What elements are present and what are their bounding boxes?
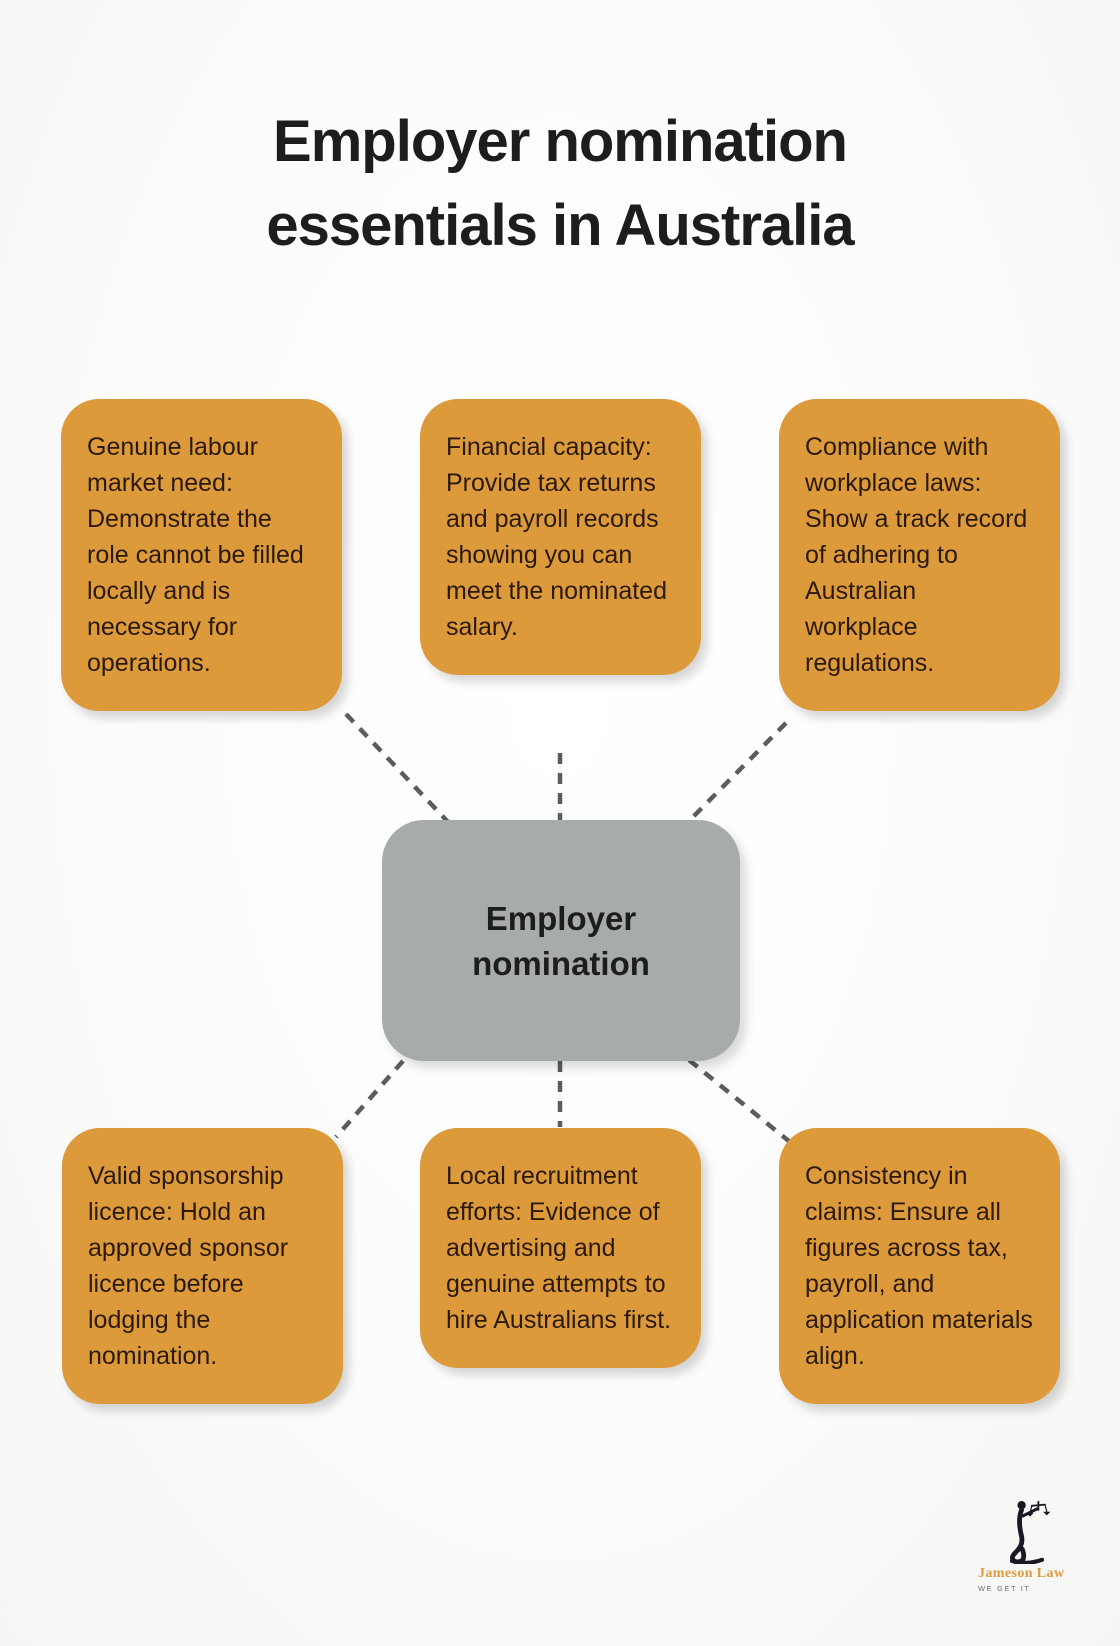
connector-bottom-right <box>689 1060 790 1142</box>
logo-tagline-text: WE GET IT <box>978 1584 1031 1593</box>
lady-justice-icon <box>992 1498 1056 1564</box>
connector-bottom-left <box>336 1061 403 1137</box>
page-title-line2: essentials in Australia <box>266 193 854 258</box>
card-consistency-in-claims <box>779 1128 1060 1404</box>
card-text: Genuine labour market need: Demonstrate the role cannot be filled locally and is necessary for operations. <box>87 433 304 677</box>
card-text: Compliance with workplace laws: Show a track record of adhering to Australian workplace regulations. <box>805 433 1028 677</box>
connector-top-left <box>346 714 449 823</box>
jameson-law-logo <box>978 1498 1098 1593</box>
connector-top-right <box>687 723 786 823</box>
card-text: Consistency in claims: Ensure all figures across tax, payroll, and application materials align. <box>805 1162 1033 1370</box>
page-title-line1: Employer nomination <box>273 109 847 174</box>
card-compliance-workplace-laws <box>779 399 1060 711</box>
card-text: Financial capacity: Provide tax returns and payroll records showing you can meet the nominated salary. <box>446 433 667 641</box>
card-local-recruitment-efforts <box>420 1128 701 1368</box>
card-valid-sponsorship-licence <box>62 1128 343 1404</box>
center-node-line1: Employer <box>485 899 637 937</box>
card-financial-capacity <box>420 399 701 675</box>
card-text: Local recruitment efforts: Evidence of advertising and genuine attempts to hire Australians first. <box>446 1162 672 1334</box>
center-node-line2: nomination <box>472 944 650 982</box>
card-text: Valid sponsorship licence: Hold an approved sponsor licence before lodging the nomination. <box>88 1162 289 1370</box>
card-genuine-labour-market-need <box>61 399 342 711</box>
center-node-employer-nomination <box>382 820 740 1061</box>
logo-brand-text: Jameson Law <box>978 1566 1065 1581</box>
